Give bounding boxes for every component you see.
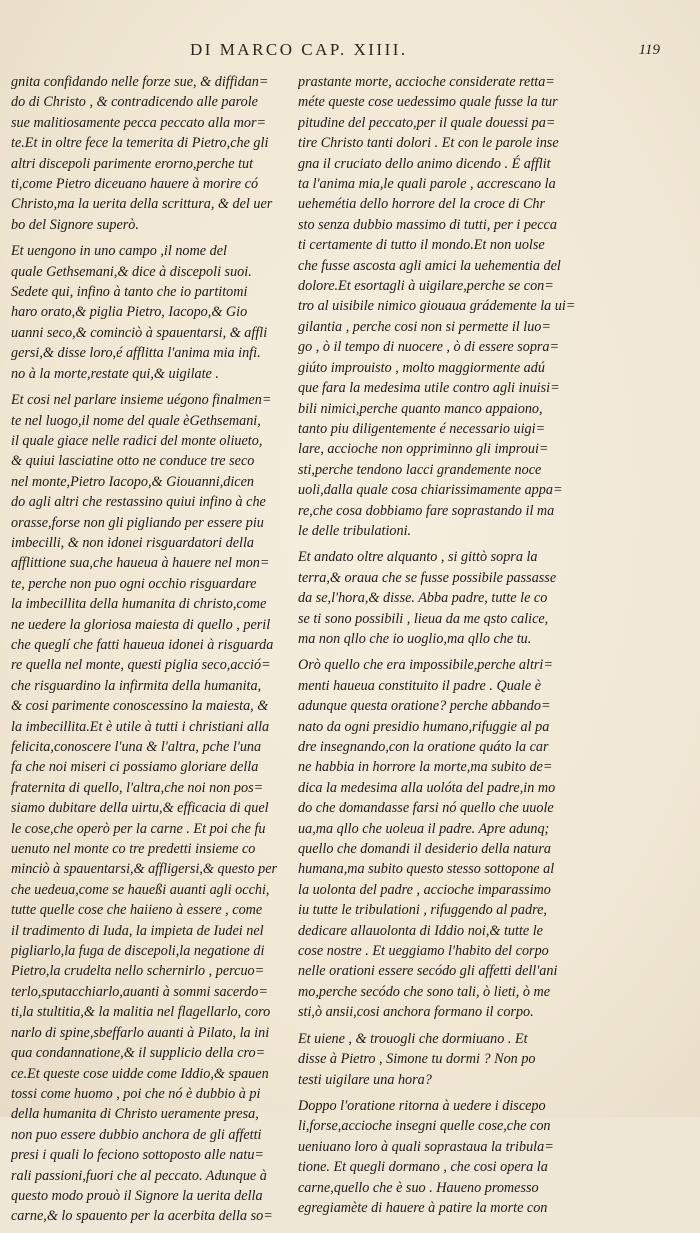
text-line: Pietro,la crudelta nello schernirlo , percuo=: [11, 963, 265, 980]
text-line: sue malitiosamente pecca peccato alla mor=: [11, 114, 267, 131]
text-line: tione. Et quegli dormano , che cosi opera la: [298, 1159, 548, 1176]
text-line: la imbecillita.Et è utile à tutti i christiani alla: [11, 718, 270, 735]
paragraph: [298, 1096, 582, 1218]
text-line: ueniuano loro à quali soprastaua la tribula=: [298, 1138, 554, 1155]
text-line: gna il cruciato dello animo dicendo . É afflit: [298, 155, 551, 172]
paragraph: [298, 72, 582, 541]
text-line: Et uengono in uno campo ,il nome del: [11, 243, 227, 260]
text-line: nelle orationi essere secódo gli affetti dell'ani: [298, 963, 558, 980]
text-line: ne habbia in horrore la morte,ma subito de=: [298, 759, 553, 776]
text-line: re quella nel monte, questi piglia seco,acció=: [11, 657, 271, 674]
text-line: do agli altri che restassino quiui infino à che: [11, 494, 266, 511]
text-line: lare, accioche non oppriminno gli improui=: [298, 441, 549, 458]
text-line: disse à Pietro , Simone tu dormi ? Non po: [298, 1051, 536, 1068]
text-line: humana,ma subito questo stesso sottopone al: [298, 861, 555, 878]
paragraph: [298, 1029, 582, 1090]
text-line: do che domandasse farsi nó quello che uuole: [298, 800, 554, 817]
text-line: Doppo l'oratione ritorna à uedere i discepo: [298, 1097, 546, 1114]
text-line: sti,ò ansii,cosi anchora formano il corpo.: [298, 1004, 534, 1021]
page-number: 119: [638, 42, 660, 58]
text-line: che uedeua,come se haueßi auanti agli occhi,: [11, 881, 270, 898]
text-line: quale Gethsemani,& dice à discepoli suoi.: [11, 263, 252, 280]
text-line: re,che cosa dobbiamo fare soprastando il ma: [298, 502, 555, 519]
text-line: dica la medesima alla uolóta del padre,in mo: [298, 779, 556, 796]
text-line: rali passioni,fuori che al peccato. Adunque à: [11, 1167, 267, 1184]
text-line: Sedete qui, infino à tanto che io partitomi: [11, 284, 248, 301]
text-line: Et andato oltre alquanto , si gittò sopra la: [298, 549, 538, 566]
text-line: ma non qllo che io uoglio,ma qllo che tu.: [298, 630, 532, 647]
text-line: fraternita di quello, l'altra,che noi non pos=: [11, 779, 264, 796]
text-line: dedicare allauolonta di Iddio noi,& tutte le: [298, 922, 543, 939]
text-line: bili nimici,perche quanto manco appaiono,: [298, 400, 543, 417]
text-line: Orò quello che era impossibile,perche altri=: [298, 657, 553, 674]
text-line: siamo dubitare della uirtu,& efficacia di quel: [11, 800, 269, 817]
text-line: della humanita di Christo ueramente presa,: [11, 1106, 259, 1123]
text-line: il quale giace nelle radici del monte oliueto,: [11, 432, 263, 449]
text-line: questo modo prouò il Signore la uerita della: [11, 1187, 263, 1204]
text-line: che queglí che fatti haueua idonei à risguarda: [11, 636, 274, 653]
text-line: dre insegnando,con la oratione quáto la car: [298, 739, 549, 755]
text-line: li,forse,accioche insegni quelle cose,che con: [298, 1118, 551, 1135]
text-line: tossi come huomo , poi che nó è dubbio à pi: [11, 1085, 261, 1102]
text-line: che risguardino la infirmita della humanita,: [11, 677, 262, 694]
text-line: Et cosi nel parlare insieme uégono finalmen=: [11, 392, 272, 409]
text-line: menti haueua constituito il padre . Quale è: [298, 677, 541, 694]
text-line: altri discepoli parimente erorno,perche tut: [11, 155, 254, 172]
text-line: le delle tribulationi.: [298, 522, 412, 539]
text-line: uenuto nel monte co tre predetti insieme co: [11, 841, 256, 858]
text-line: fa che noi miseri ci possiamo gloriare della: [11, 759, 259, 776]
text-line: uoli,dalla quale cosa chiarissimamente appa=: [298, 482, 563, 499]
text-line: le cose,che operò per la carne . Et poi che fu: [11, 820, 266, 837]
text-line: cose nostre . Et ueggiamo l'habito del corpo: [298, 943, 549, 960]
running-head: [190, 40, 660, 66]
text-line: nel monte,Pietro Iacopo,& Giouanni,dicen: [11, 473, 254, 490]
text-line: te, perche non puo ogni occhio risguardare: [11, 575, 257, 592]
text-line: sto senza dubbio massimo di tutti, per i pecca: [298, 216, 557, 233]
text-line: sti,perche tendono lacci grandemente noce: [298, 461, 542, 478]
text-line: ua,ma qllo che uoleua il padre. Apre adunq;: [298, 820, 550, 837]
text-line: narlo di spine,sbeffarlo auanti à Pilato, la ini: [11, 1024, 270, 1041]
paragraph: [11, 241, 289, 384]
text-line: gnita confidando nelle forze sue, & diffidan=: [11, 74, 269, 90]
text-line: te nel luogo,il nome del quale èGethsemani,: [11, 412, 261, 429]
text-line: quello che domandi il desiderio della natura: [298, 841, 551, 858]
text-line: presi i quali lo feciono sottoposto alle natu=: [11, 1147, 264, 1164]
text-line: Et uiene , & trouogli che dormiuano . Et: [298, 1030, 528, 1047]
text-line: ce.Et queste cose uidde come Iddio,& spauen: [11, 1065, 269, 1082]
text-line: se ti sono possibili , lieua da me qsto calice,: [298, 610, 549, 627]
text-line: uanni seco,& cominciò à spauentarsi, & affli: [11, 324, 268, 341]
text-line: che fusse ascosta agli amici la uehementia del: [298, 257, 561, 274]
text-line: te.Et in oltre fece la temerita di Pietro,che gli: [11, 135, 269, 152]
text-line: prastante morte, accioche considerate retta=: [298, 74, 555, 90]
text-line: il tradimento di Iuda, la impieta de Iudei nel: [11, 922, 264, 939]
right-text-column: [298, 72, 582, 1224]
text-line: imbecilli, & non idonei risguardatori della: [11, 534, 255, 551]
text-line: gilantia , perche cosi non si permette il luo=: [298, 318, 551, 335]
text-line: ne uedere la gloriosa maiesta di quello , peril: [11, 616, 271, 633]
left-text-column: [11, 72, 289, 1233]
paragraph: [11, 72, 289, 235]
text-line: da se,l'hora,& disse. Abba padre, tutte le co: [298, 590, 548, 607]
text-line: pitudine del peccato,per il quale douessi pa=: [298, 114, 556, 131]
text-line: testi uigilare una hora?: [298, 1071, 432, 1088]
text-line: & cosi parimente conoscessino la maiesta, &: [11, 698, 269, 715]
text-line: gersi,& disse loro,é afflitta l'anima mia infi.: [11, 345, 261, 362]
text-line: minciò à spauentarsi,& affligersi,& questo per: [11, 861, 278, 878]
text-line: tire Christo tanti dolori . Et con le parole inse: [298, 135, 559, 152]
text-line: ti certamente di tutto il mondo.Et non uolse: [298, 237, 545, 254]
text-line: Christo,ma la uerita della scrittura, & del uer: [11, 196, 273, 213]
text-line: méte queste cose uedessimo quale fusse la tur: [298, 94, 558, 111]
text-line: qua condannatione,& il supplicio della cro=: [11, 1045, 266, 1062]
text-line: mo,perche secódo che sono tali, ò lieti, ò me: [298, 983, 551, 1000]
text-line: la imbecillita della humanita di christo,come: [11, 596, 267, 613]
text-line: que fara la medesima utile contro agli inuisi=: [298, 380, 560, 397]
text-line: do di Christo , & contradicendo alle parole: [11, 94, 258, 111]
text-line: ta l'anima mia,le quali parole , accrescano la: [298, 176, 556, 193]
chapter-heading: DI MARCO CAP. XIIII.: [190, 40, 408, 59]
text-line: tutte quelle cose che haiieno à essere , come: [11, 902, 263, 919]
text-line: iu tutte le tribulationi , rifuggendo al padre,: [298, 902, 547, 919]
text-line: ti,la stultitia,& la malitia nel flagellarlo, coro: [11, 1004, 271, 1021]
text-line: afflittione sua,che haueua à hauere nel mon=: [11, 555, 270, 572]
paragraph: [11, 390, 289, 1227]
text-line: bo del Signore superò.: [11, 216, 139, 233]
text-line: go , ò il tempo di nuocere , ò di essere sopra=: [298, 339, 560, 356]
text-line: no à la morte,restate qui,& uigilate .: [11, 365, 219, 382]
text-line: terra,& oraua che se fusse possibile passasse: [298, 569, 557, 586]
text-line: carne,& lo spauento per la acerbita della so=: [11, 1208, 273, 1225]
text-line: giúto improuisto , molto maggiormente adú: [298, 359, 545, 376]
text-line: egregiamète di hauere à patire la morte con: [298, 1199, 548, 1216]
paragraph: [298, 655, 582, 1022]
text-line: nato da ogni presidio humano,rifuggie al pa: [298, 718, 550, 735]
text-line: felicita,conoscere l'una & l'altra, pche l'una: [11, 739, 262, 755]
text-line: adunque questa oratione? perche abbando=: [298, 698, 551, 715]
text-line: uehemétia dello horrore del la croce di Chr: [298, 196, 546, 213]
text-line: orasse,forse non gli pigliando per essere piu: [11, 514, 264, 531]
paragraph: [298, 547, 582, 649]
text-line: non puo essere dubbio anchora de gli affetti: [11, 1126, 262, 1143]
text-line: haro orato,& piglia Pietro, Iacopo,& Gio: [11, 304, 248, 321]
text-line: tanto piu diligentemente é necessario uigi=: [298, 420, 546, 437]
text-line: & quiui lasciatine otto ne conduce tre seco: [11, 453, 255, 470]
text-line: ti,come Pietro diceuano hauere à morire có: [11, 176, 259, 193]
text-line: dolore.Et esortagli à uigilare,perche se con=: [298, 278, 554, 295]
text-line: carne,quello che è suo . Haueno promesso: [298, 1179, 539, 1196]
text-line: terlo,sputacchiarlo,auanti à sommi sacerdo=: [11, 983, 268, 1000]
text-line: pigliarlo,la fuga de discepoli,la negatione di: [11, 943, 265, 960]
text-line: tro al uisibile nimico giouaua grádemente la ui=: [298, 298, 576, 315]
text-line: la uolonta del padre , accioche imparassimo: [298, 881, 551, 898]
